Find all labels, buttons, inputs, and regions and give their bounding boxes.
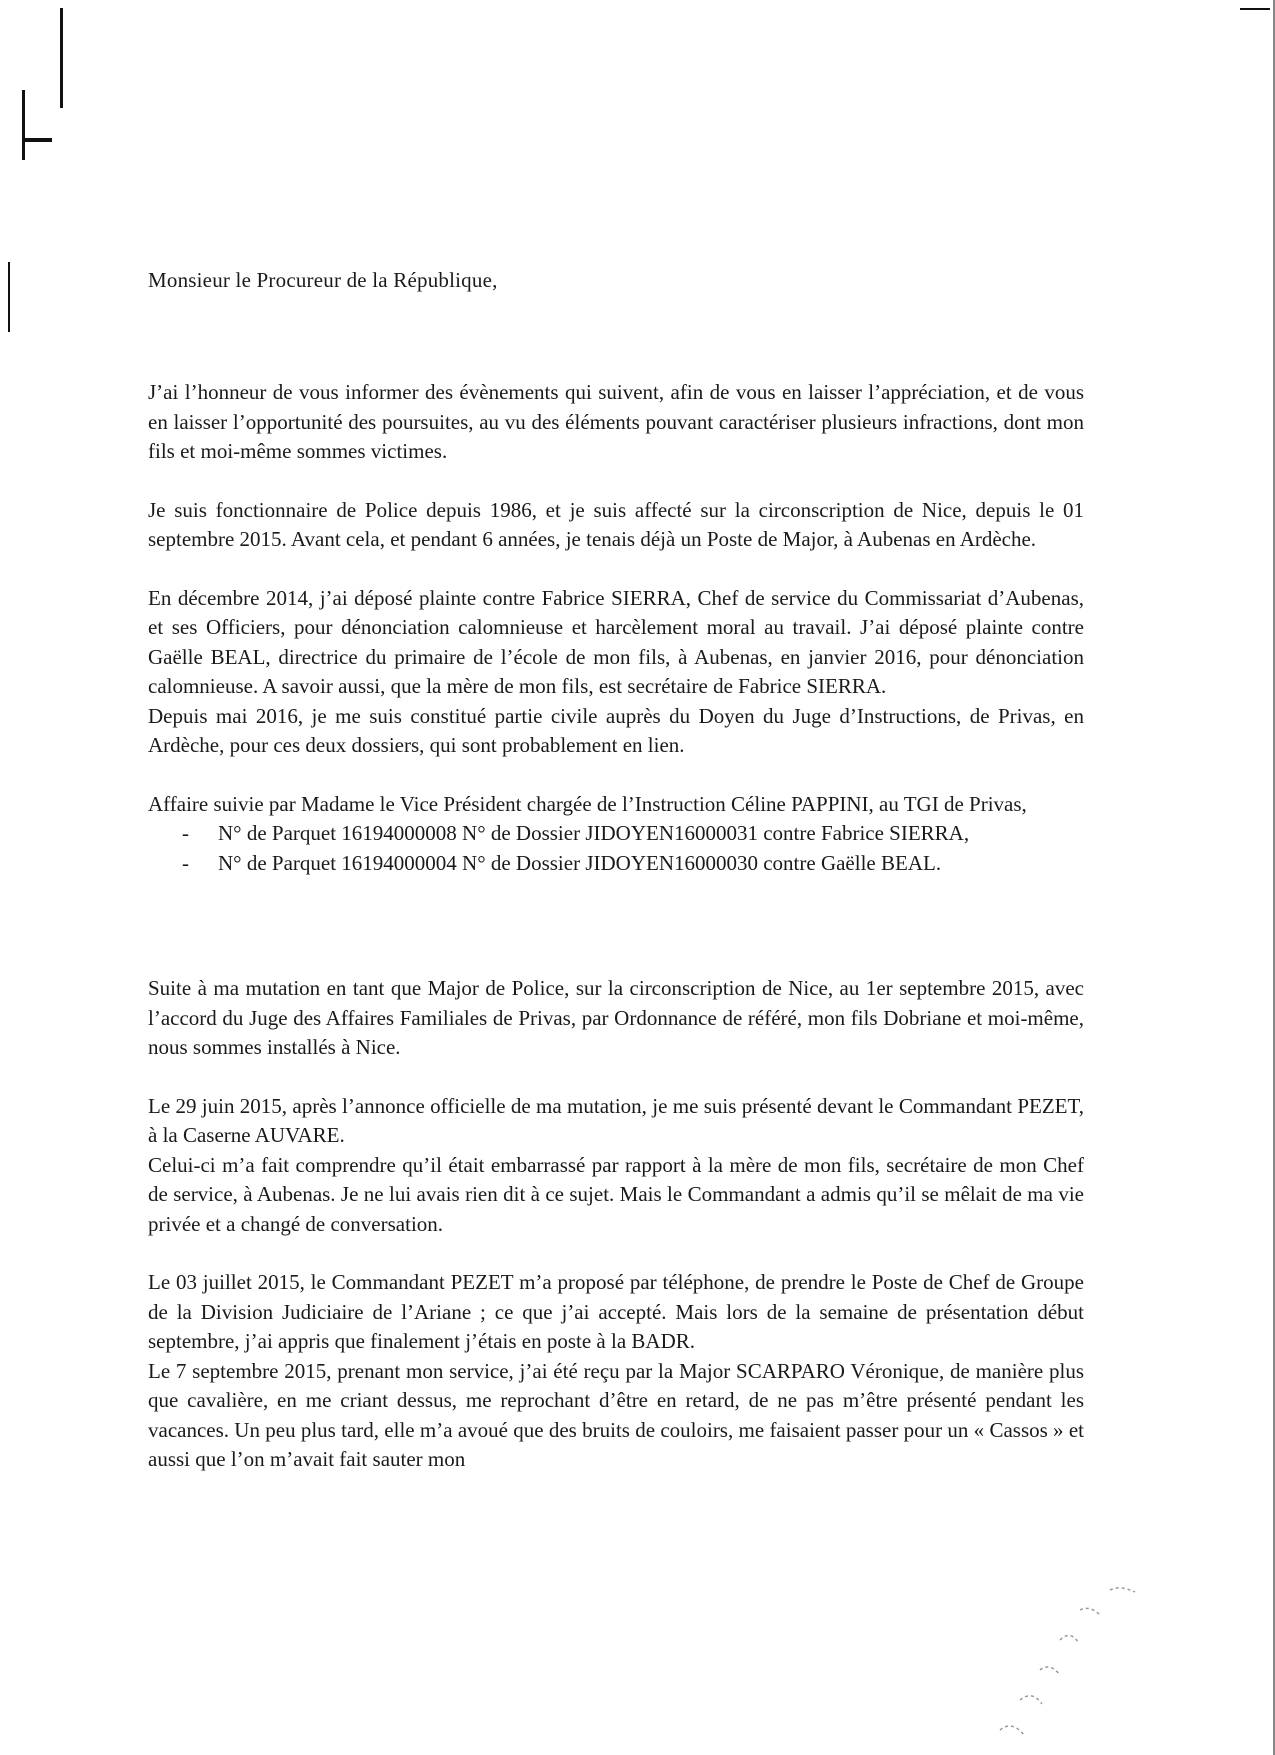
scan-edge-mark-left	[8, 262, 10, 332]
paragraph-july-offer: Le 03 juillet 2015, le Commandant PEZET m’a proposé par téléphone, de prendre le Poste de Chef de Groupe de la Division Judiciaire de l’Ariane ; ce que j’ai accepté. Mais lors de la semaine de présentation début septembre, j’ai appris que finalement j’étais en poste à la BADR.	[148, 1270, 1084, 1353]
paragraph-transfer: Suite à ma mutation en tant que Major de Police, sur la circonscription de Nice, au 1er septembre 2015, avec l’accord du Juge des Affaires Familiales de Privas, par Ordonnance de référé, mon fils Dobriane et moi-même, nous sommes installés à Nice.	[148, 976, 1084, 1059]
case-item-beal: - N° de Parquet 16194000004 N° de Dossier JIDOYEN16000030 contre Gaëlle BEAL.	[218, 849, 1084, 879]
paragraph-commandant-remarks: Celui-ci m’a fait comprendre qu’il était embarrassé par rapport à la mère de mon fils, secrétaire de mon Chef de service, à Aubenas. Je ne lui avais rien dit à ce sujet. Mais le Commandant a admis qu’il se mêlait de ma vie privée et a changé de conversation.	[148, 1152, 1084, 1236]
paragraph-civil-party: Depuis mai 2016, je me suis constitué partie civile auprès du Doyen du Juge d’Instructions, de Privas, en Ardèche, pour ces deux dossiers, qui sont probablement en lien.	[148, 703, 1084, 757]
case-item-sierra: - N° de Parquet 16194000008 N° de Dossier JIDOYEN16000031 contre Fabrice SIERRA,	[218, 819, 1084, 849]
scan-edge-mark-top	[60, 8, 63, 108]
paragraph-september-service: Le 7 septembre 2015, prenant mon service, j’ai été reçu par la Major SCARPARO Véronique, de manière plus que cavalière, en me criant dessus, me reprochant d’être en retard, de ne pas m’être présenté pendant les vacances. Un peu plus tard, elle m’a avoué que des bruits de couloirs, me faisaient passer pour un « Cassos » et aussi que l’on m’avait fait sauter mon	[148, 1358, 1084, 1471]
scan-corner-mark	[1240, 8, 1270, 10]
paragraph-complaints: En décembre 2014, j’ai déposé plainte contre Fabrice SIERRA, Chef de service du Commissariat d’Aubenas, et ses Officiers, pour dénonciation calomnieuse et harcèlement moral au travail. J’ai déposé plainte contre Gaëlle BEAL, directrice du primaire de l’école de mon fils, à Aubenas, en janvier 2016, pour dénonciation calomnieuse. A savoir aussi, que la mère de mon fils, est secrétaire de Fabrice SIERRA.	[148, 585, 1084, 698]
salutation: Monsieur le Procureur de la République,	[148, 268, 498, 292]
handwritten-scribble	[960, 1570, 1150, 1750]
paragraph-intro: J’ai l’honneur de vous informer des évènements qui suivent, afin de vous en laisser l’appréciation, et de vous en laisser l’opportunité des poursuites, au vu des éléments pouvant caractériser plusieurs infractions, dont mon fils et moi-même sommes victimes.	[148, 380, 1084, 463]
case-list	[148, 819, 1084, 878]
paragraph-june-meeting: Le 29 juin 2015, après l’annonce officielle de ma mutation, je me suis présenté devant le Commandant PEZET, à la Caserne AUVARE.	[148, 1093, 1084, 1147]
blank-gap	[148, 878, 1084, 974]
scan-edge-mark-clip-bar	[22, 138, 52, 142]
scan-edge-mark-clip	[22, 90, 25, 160]
letter-body	[148, 378, 1084, 1475]
paragraph-case-handler: Affaire suivie par Madame le Vice Président chargée de l’Instruction Céline PAPPINI, au TGI de Privas,	[148, 791, 1027, 816]
paragraph-career: Je suis fonctionnaire de Police depuis 1986, et je suis affecté sur la circonscription de Nice, depuis le 01 septembre 2015. Avant cela, et pendant 6 années, je tenais déjà un Poste de Major, à Aubenas en Ardèche.	[148, 497, 1084, 551]
